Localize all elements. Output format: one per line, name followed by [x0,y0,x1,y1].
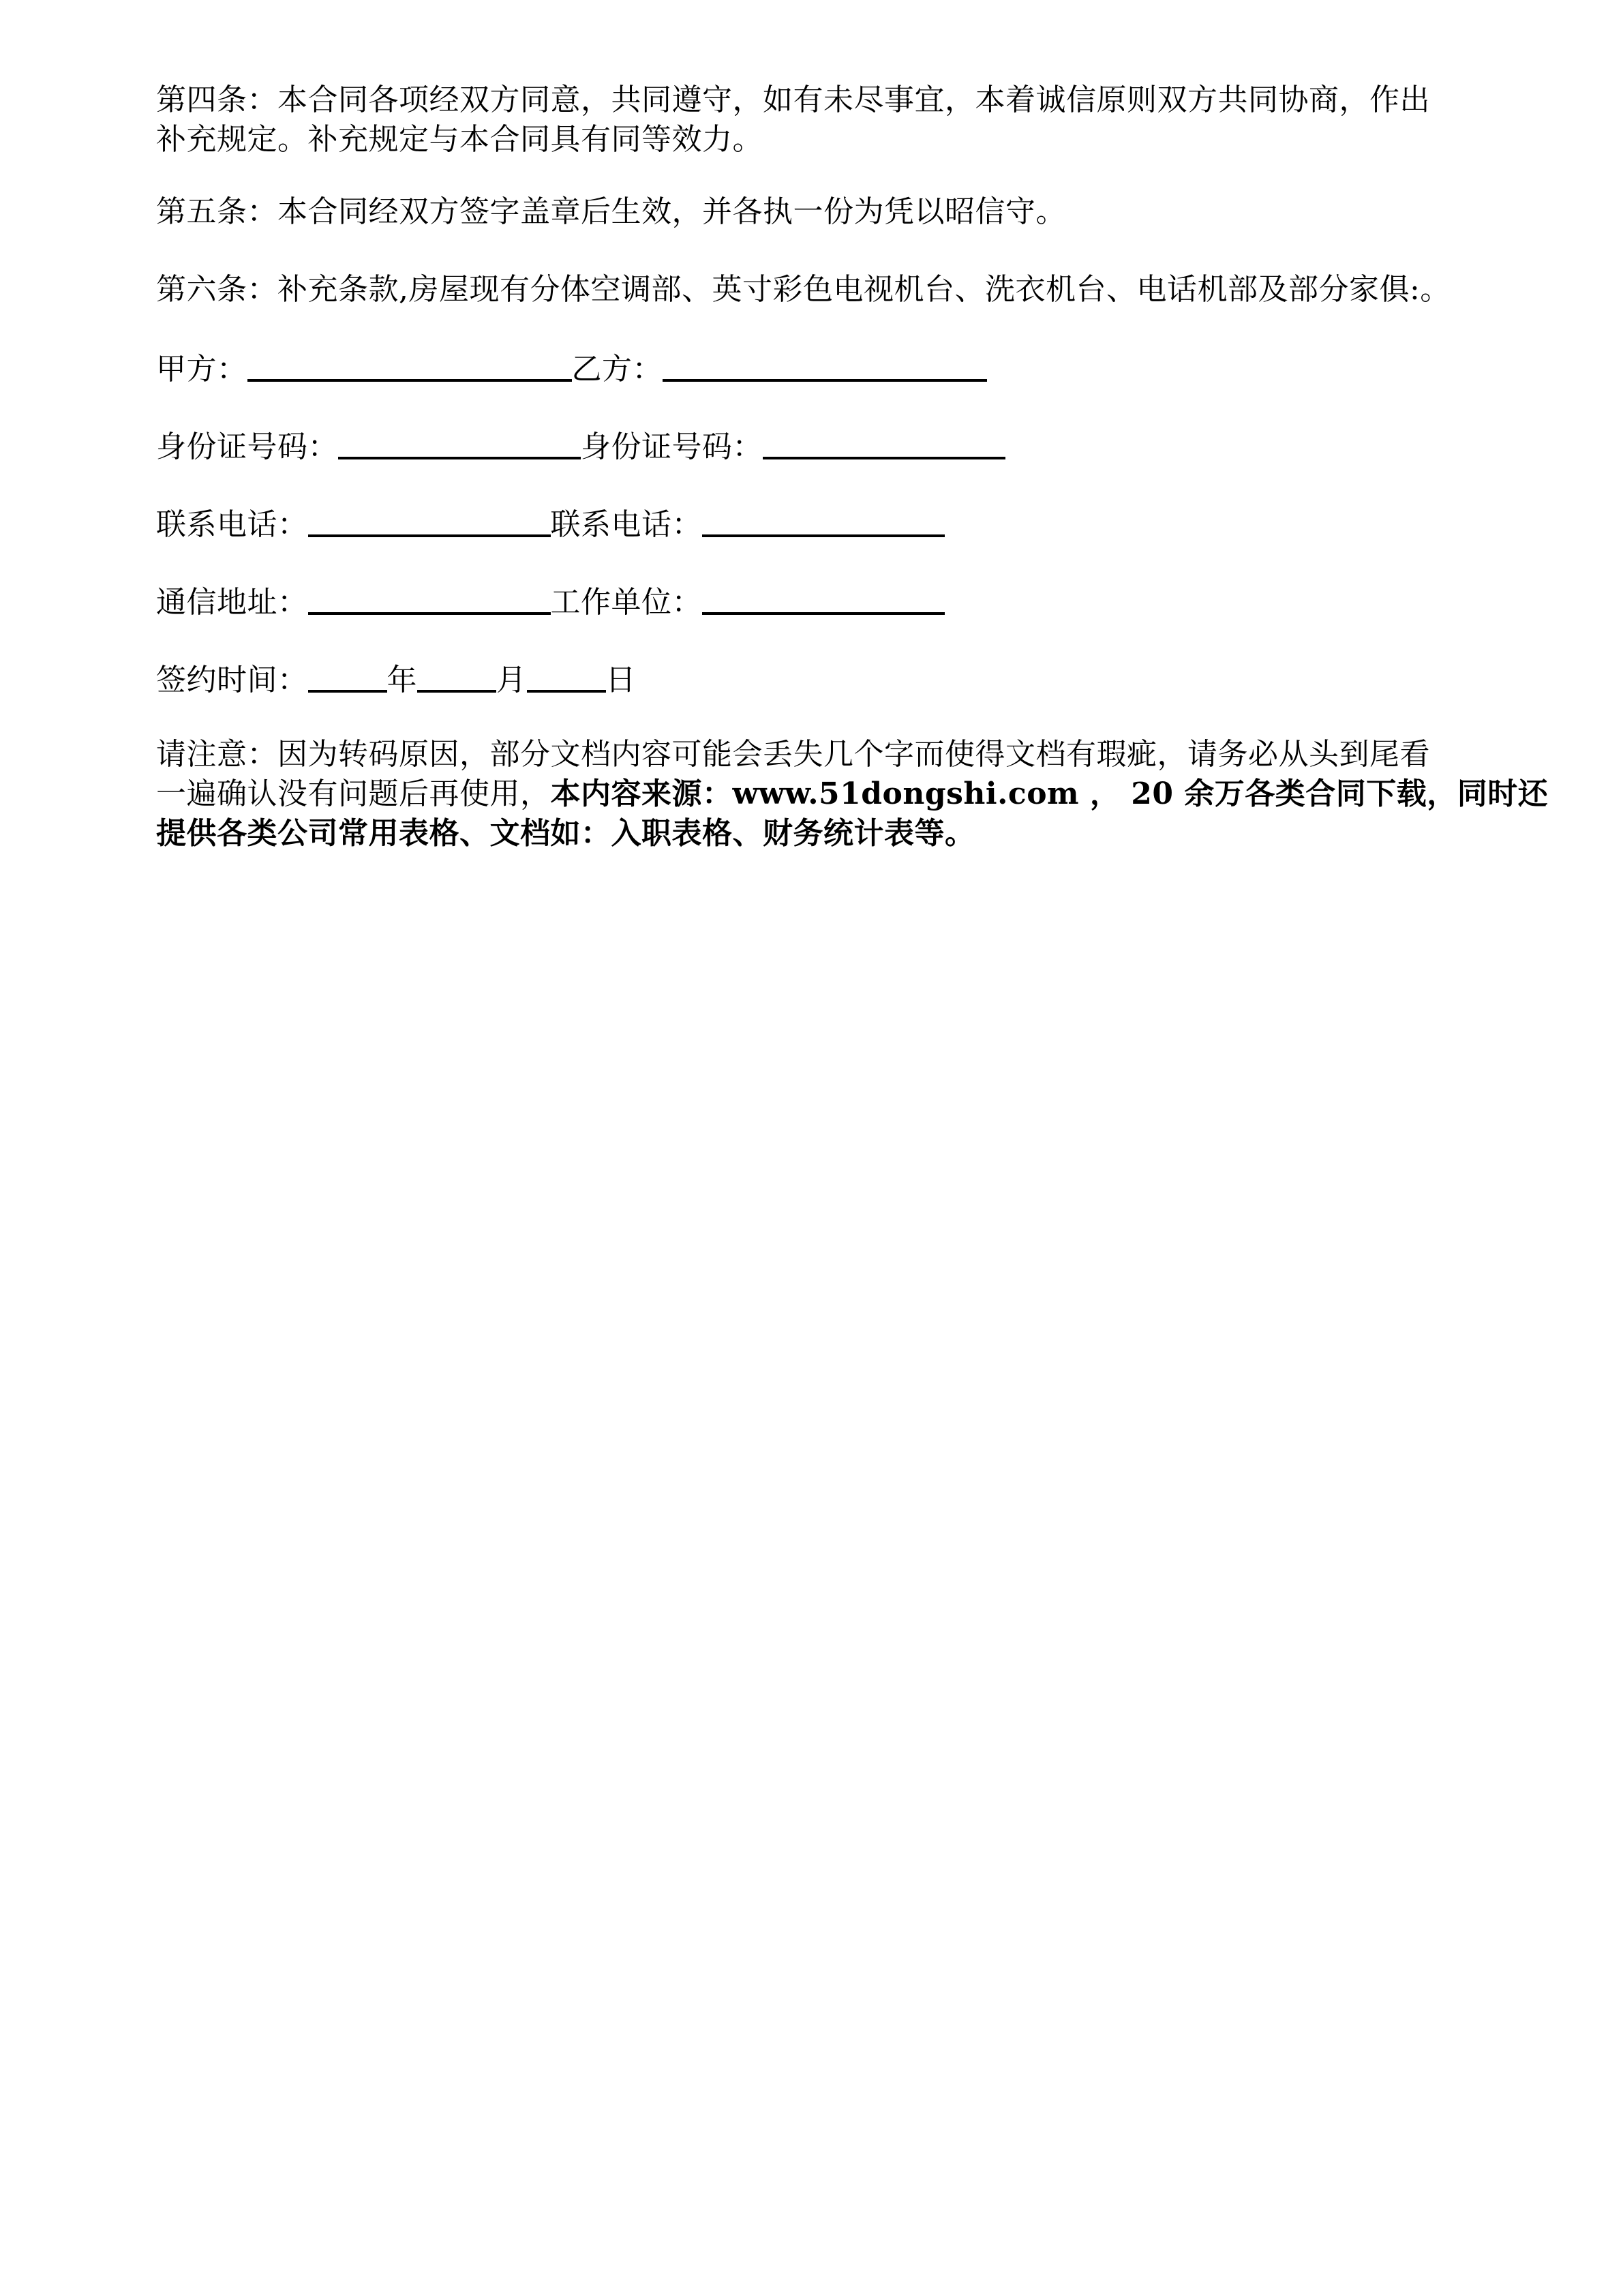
id-row [156,424,1005,467]
sign-time-row [156,657,636,700]
party-a-blank [247,349,572,382]
workplace-label: 工作单位： [550,585,702,620]
notice-line-3: 提供各类公司常用表格、文档如：入职表格、财务统计表等。 [156,816,975,851]
phone-b-label: 联系电话： [550,507,702,542]
article-4-line-1: 第四条：本合同各项经双方同意，共同遵守，如有未尽事宜，本着诚信原则双方共同协商，作出 [156,82,1430,117]
phone-row [156,502,945,545]
address-label: 通信地址： [156,585,308,620]
party-a-label: 甲方： [156,352,247,387]
year-label: 年 [386,663,417,697]
year-blank [308,660,387,693]
sign-time-label: 签约时间： [156,663,308,697]
address-blank [308,582,551,615]
id-b-label: 身份证号码： [581,429,763,464]
article-4-line-2: 补充规定。补充规定与本合同具有同等效力。 [156,122,763,157]
id-b-blank [763,427,1005,459]
id-a-blank [338,427,581,459]
phone-a-blank [308,504,551,537]
month-label: 月 [496,663,527,697]
phone-b-blank [702,504,945,537]
article-6: 第六条：补充条款,房屋现有分体空调部、英寸彩色电视机台、洗衣机台、电话机部及部分家俱:。 [156,272,1451,307]
notice-source-text: 本内容来源：www.51dongshi.com ， 20 余万各类合同下载，同时还 [550,776,1549,811]
phone-a-label: 联系电话： [156,507,308,542]
notice-line-2 [156,774,1548,814]
party-b-blank [663,349,987,382]
article-5: 第五条：本合同经双方签字盖章后生效，并各执一份为凭以昭信守。 [156,194,1066,229]
day-blank [527,660,606,693]
day-label: 日 [605,663,636,697]
notice-line-1: 请注意：因为转码原因，部分文档内容可能会丢失几个字而使得文档有瑕疵，请务必从头到尾看 [156,737,1430,772]
workplace-blank [702,582,945,615]
party-row [156,346,987,389]
month-blank [417,660,496,693]
address-row [156,579,945,622]
party-b-label: 乙方： [571,352,663,387]
notice-line-2-normal: 一遍确认没有问题后再使用， [156,776,551,811]
id-a-label: 身份证号码： [156,429,338,464]
